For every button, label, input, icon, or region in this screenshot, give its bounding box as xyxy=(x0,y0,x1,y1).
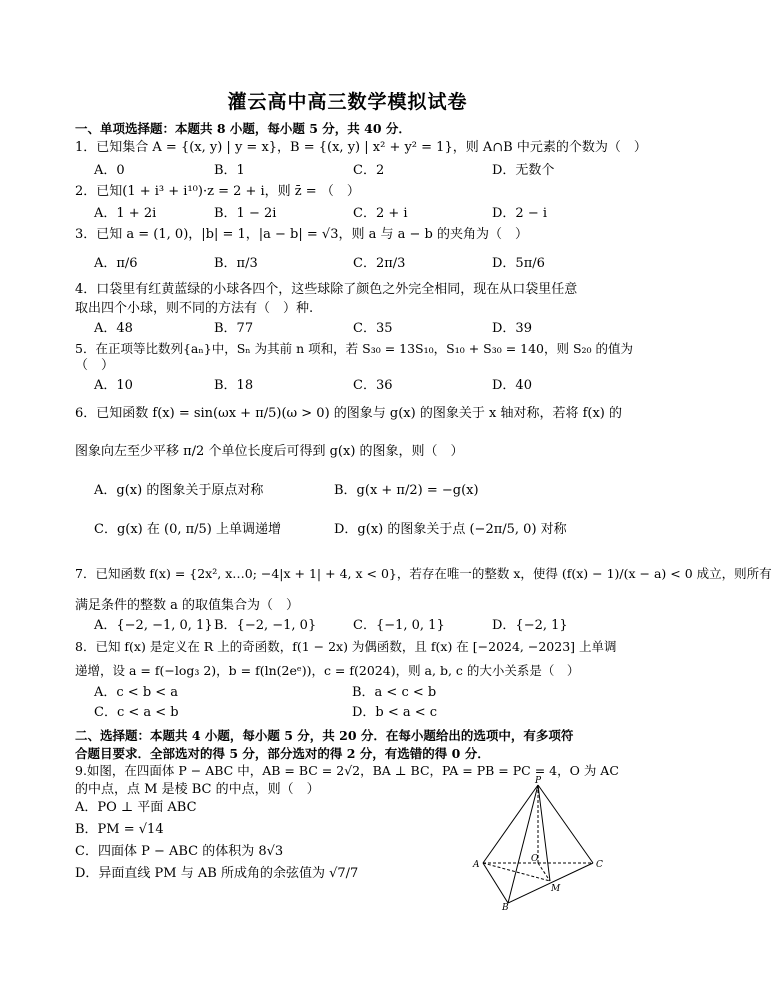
question-4-options xyxy=(94,321,532,337)
question-6-options-row-2 xyxy=(94,522,567,538)
edge-PB xyxy=(508,785,538,903)
question-9-line-2: 的中点，点 M 是棱 BC 的中点，则（ ） xyxy=(75,782,320,797)
edge-PA xyxy=(483,785,538,863)
q5-option-d: D．40 xyxy=(492,378,532,393)
q9-option-a: A．PO ⊥ 平面 ABC xyxy=(75,800,197,815)
q3-option-c: C．2π/3 xyxy=(353,256,406,271)
q6-option-c: C．g(x) 在 (0, π/5) 上单调递增 xyxy=(94,522,282,537)
q3-option-d: D．5π/6 xyxy=(492,256,545,271)
question-5-line-2: （ ） xyxy=(75,358,115,373)
q6-option-d: D．g(x) 的图象关于点 (−2π/5, 0) 对称 xyxy=(334,522,567,537)
tetrahedron-figure xyxy=(468,775,618,913)
q9-option-b: B．PM = √14 xyxy=(75,822,164,837)
label-M: M xyxy=(551,884,561,894)
q3-option-b: B．π/3 xyxy=(214,256,258,271)
q5-option-c: C．36 xyxy=(353,378,393,393)
label-B: B xyxy=(502,903,509,913)
label-O: O xyxy=(531,854,539,864)
q4-option-a: A．48 xyxy=(94,321,133,336)
q1-option-c: C．2 xyxy=(353,163,385,178)
question-7-options xyxy=(94,618,568,634)
section-1-header: 一、单项选择题：本题共 8 小题，每小题 5 分，共 40 分． xyxy=(75,121,411,136)
question-8-options-row-2 xyxy=(94,705,437,721)
label-C: C xyxy=(596,860,603,870)
label-P: P xyxy=(535,776,542,786)
q6-option-b: B．g(x + π/2) = −g(x) xyxy=(334,483,479,498)
q7-option-a: A．{−2, −1, 0, 1} xyxy=(94,618,213,633)
q6-option-a: A．g(x) 的图象关于原点对称 xyxy=(94,483,264,498)
q7-option-c: C．{−1, 0, 1} xyxy=(353,618,445,633)
q1-option-d: D．无数个 xyxy=(492,163,555,178)
question-6-line-2: 图象向左至少平移 π/2 个单位长度后可得到 g(x) 的图象，则（ ） xyxy=(75,444,464,459)
question-4-line-1: 4．口袋里有红黄蓝绿的小球各四个，这些球除了颜色之外完全相同，现在从口袋里任意 xyxy=(75,282,578,297)
q4-option-b: B．77 xyxy=(214,321,254,336)
label-A: A xyxy=(473,860,480,870)
question-7-line-1: 7．已知函数 f(x) = {2x², x…0; −4|x + 1| + 4, x < 0}，若存在唯一的整数 x，使得 (f(x) − 1)/(x − a) < 0 成立，则所有 xyxy=(75,566,772,581)
q3-option-a: A．π/6 xyxy=(94,256,138,271)
question-3-options xyxy=(94,256,545,272)
q2-option-d: D．2 − i xyxy=(492,206,548,221)
question-8-line-1: 8．已知 f(x) 是定义在 R 上的奇函数，f(1 − 2x) 为偶函数，且 f(x) 在 [−2024, −2023] 上单调 xyxy=(75,639,617,654)
q2-option-b: B．1 − 2i xyxy=(214,206,277,221)
q2-option-c: C．2 + i xyxy=(353,206,408,221)
q2-option-a: A．1 + 2i xyxy=(94,206,157,221)
q8-option-d: D．b < a < c xyxy=(352,705,438,720)
question-2: 2．已知(1 + i³ + i¹⁰)·z = 2 + i，则 z̄ = （ ） xyxy=(75,184,360,199)
exam-title: 灌云高中高三数学模拟试卷 xyxy=(227,91,468,113)
question-1-options xyxy=(94,163,554,179)
section-2-header-line-1: 二、选择题：本题共 4 小题，每小题 5 分，共 20 分．在每小题给出的选项中，有多项符 xyxy=(75,728,574,743)
question-6-line-1: 6．已知函数 f(x) = sin(ωx + π/5)(ω > 0) 的图象与 g(x) 的图象关于 x 轴对称，若将 f(x) 的 xyxy=(75,406,622,421)
question-2-options xyxy=(94,206,547,222)
q4-option-c: C．35 xyxy=(353,321,393,336)
question-5-options xyxy=(94,378,532,394)
question-8-line-2: 递增，设 a = f(−log₃ 2)，b = f(ln(2eᵉ))，c = f(2024)，则 a, b, c 的大小关系是（ ） xyxy=(75,663,580,678)
question-1: 1．已知集合 A = {(x, y) | y = x}，B = {(x, y) | x² + y² = 1}，则 A∩B 中元素的个数为（ ） xyxy=(75,140,647,155)
edge-BC xyxy=(508,863,593,903)
q5-option-b: B．18 xyxy=(214,378,254,393)
q1-option-a: A．0 xyxy=(94,163,125,178)
q7-option-b: B．{−2, −1, 0} xyxy=(214,618,317,633)
q8-option-c: C．c < a < b xyxy=(94,705,179,720)
section-2-header-line-2: 合题目要求．全部选对的得 5 分，部分选对的得 2 分，有选错的得 0 分． xyxy=(75,746,490,761)
q9-option-d: D．异面直线 PM 与 AB 所成角的余弦值为 √7/7 xyxy=(75,866,359,881)
question-8-options-row-1 xyxy=(94,685,436,701)
question-4-line-2: 取出四个小球，则不同的方法有（ ）种. xyxy=(75,301,314,316)
question-6-options-row-1 xyxy=(94,483,479,499)
question-5-line-1: 5．在正项等比数列{aₙ}中，Sₙ 为其前 n 项和，若 S₃₀ = 13S₁₀，S₁₀ + S₃₀ = 140，则 S₂₀ 的值为 xyxy=(75,341,634,356)
q8-option-a: A．c < b < a xyxy=(94,685,179,700)
q9-option-c: C．四面体 P − ABC 的体积为 8√3 xyxy=(75,844,284,859)
q5-option-a: A．10 xyxy=(94,378,133,393)
question-3: 3．已知 a = (1, 0)，|b| = 1，|a − b| = √3，则 a 与 a − b 的夹角为（ ） xyxy=(75,227,528,242)
q7-option-d: D．{−2, 1} xyxy=(492,618,568,633)
q8-option-b: B．a < c < b xyxy=(352,685,437,700)
question-7-line-2: 满足条件的整数 a 的取值集合为（ ） xyxy=(75,598,300,613)
question-9-line-1: 9.如图，在四面体 P − ABC 中，AB = BC = 2√2，BA ⊥ BC，PA = PB = PC = 4，O 为 AC xyxy=(75,763,619,778)
q4-option-d: D．39 xyxy=(492,321,532,336)
q1-option-b: B．1 xyxy=(214,163,245,178)
